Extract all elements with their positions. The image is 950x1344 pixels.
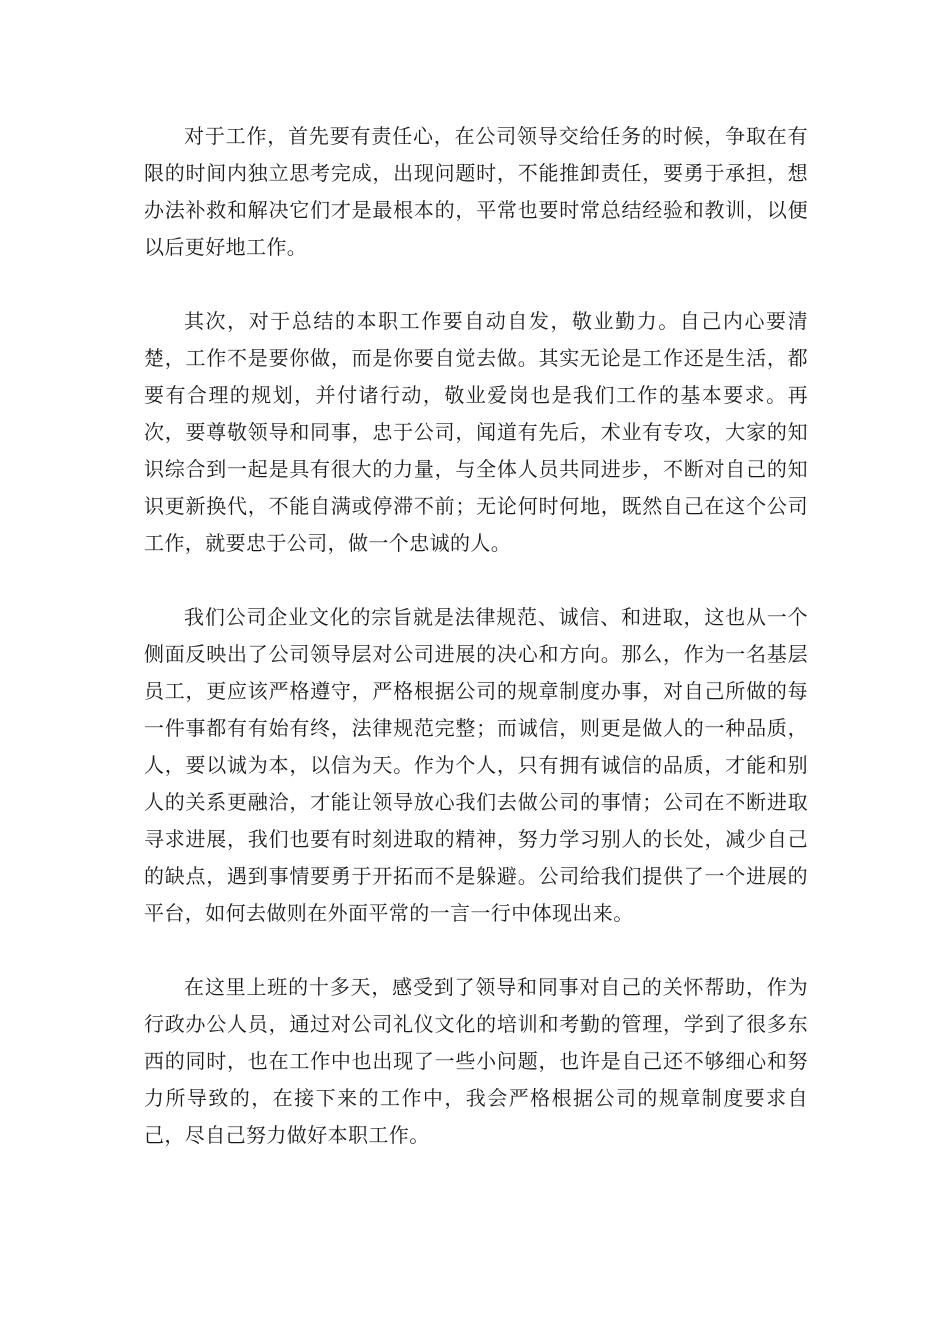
paragraph-reflection: 在这里上班的十多天，感受到了领导和同事对自己的关怀帮助，作为行政办公人员，通过对公司礼仪文化的培训和考勤的管理，学到了很多东西的同时，也在工作中也出现了一些小问题，也许是自己还不够细心和努力所导致的，在接下来的工作中，我会严格根据公司的规章制度要求自己，尽自己努力做好本职工作。 <box>144 975 808 1147</box>
paragraph-responsibility: 对于工作，首先要有责任心，在公司领导交给任务的时候，争取在有限的时间内独立思考完成，出现问题时，不能推卸责任，要勇于承担，想办法补救和解决它们才是最根本的，平常也要时常总结经验和教训，以便以后更好地工作。 <box>144 124 808 259</box>
paragraph-dedication: 其次，对于总结的本职工作要自动自发，敬业勤力。自己内心要清楚，工作不是要你做，而是你要自觉去做。其实无论是工作还是生活，都要有合理的规划，并付诸行动，敬业爱岗也是我们工作的基本要求。再次，要尊敬领导和同事，忠于公司，闻道有先后，术业有专攻，大家的知识综合到一起是具有很大的力量，与全体人员共同进步，不断对自己的知识更新换代，不能自满或停滞不前；无论何时何地，既然自己在这个公司工作，就要忠于公司，做一个忠诚的人。 <box>144 309 808 555</box>
paragraph-corporate-culture: 我们公司企业文化的宗旨就是法律规范、诚信、和进取，这也从一个侧面反映出了公司领导层对公司进展的决心和方向。那么，作为一名基层员工，更应该严格遵守，严格根据公司的规章制度办事，对自己所做的每一件事都有有始有终，法律规范完整；而诚信，则更是做人的一种品质，人，要以诚为本，以信为天。作为个人，只有拥有诚信的品质，才能和别人的关系更融洽，才能让领导放心我们去做公司的事情；公司在不断进取寻求进展，我们也要有时刻进取的精神，努力学习别人的长处，减少自己的缺点，遇到事情要勇于开拓而不是躲避。公司给我们提供了一个进展的平台，如何去做则在外面平常的一言一行中体现出来。 <box>144 605 808 925</box>
document-body <box>144 118 808 1154</box>
